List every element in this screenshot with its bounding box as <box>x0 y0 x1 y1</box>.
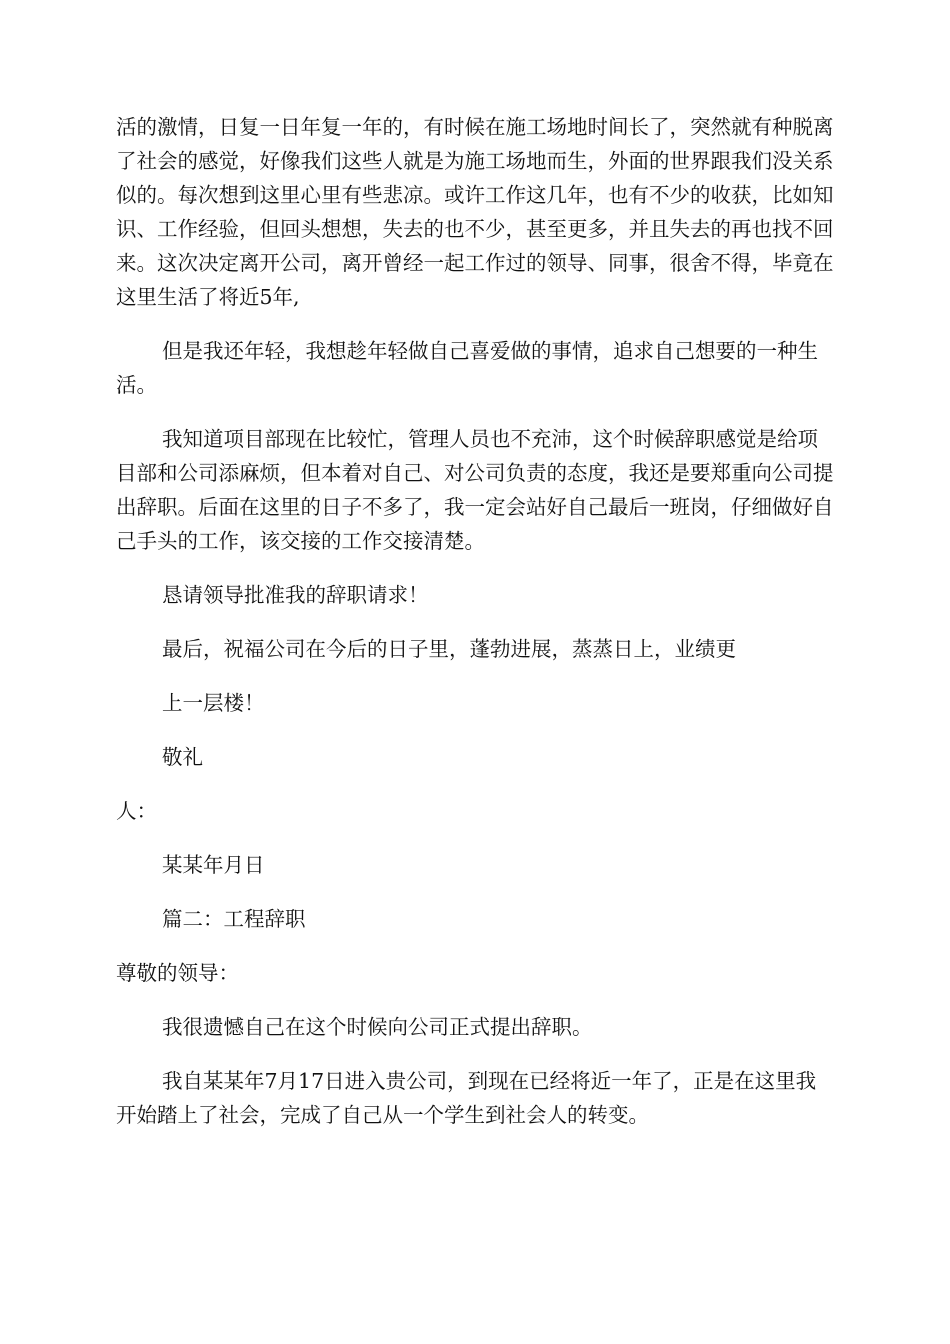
paragraph-4: 恳请领导批准我的辞职请求！ <box>162 583 429 607</box>
paragraph-1: 活的激情，日复一日年复一年的，有时候在施工场地时间长了，突然就有种脱离了社会的感觉，好像我们这些人就是为施工场地而生，外面的世界跟我们没关系似的。每次想到这里心里有些悲凉。或许工作这几年，也有不少的收获，比如知识、工作经验，但回头想想，失去的也不少，甚至更多，并且失去的再也找不回来。这次决定离开公司，离开曾经一起工作过的领导、同事，很舍不得，毕竟在这里生活了将近5年, <box>116 115 834 309</box>
section-heading: 篇二：工程辞职 <box>162 907 306 931</box>
date-line: 某某年月日 <box>162 853 265 877</box>
paragraph-2: 但是我还年轻，我想趁年轻做自己喜爱做的事情，追求自己想要的一种生活。 <box>116 339 818 397</box>
document-body <box>116 110 836 1132</box>
closing-salutation: 敬礼 <box>162 745 203 769</box>
signature-label: 人： <box>116 799 157 823</box>
paragraph-5: 最后，祝福公司在今后的日子里，蓬勃进展，蒸蒸日上，业绩更 <box>162 637 736 661</box>
paragraph-3: 我知道项目部现在比较忙，管理人员也不充沛，这个时候辞职感觉是给项目部和公司添麻烦，但本着对自己、对公司负责的态度，我还是要郑重向公司提出辞职。后面在这里的日子不多了，我一定会站好自己最后一班岗，仔细做好自己手头的工作，该交接的工作交接清楚。 <box>116 427 834 553</box>
paragraph-12: 我很遗憾自己在这个时候向公司正式提出辞职。 <box>162 1015 593 1039</box>
paragraph-13: 我自某某年7月17日进入贵公司，到现在已经将近一年了，正是在这里我开始踏上了社会，完成了自己从一个学生到社会人的转变。 <box>116 1069 817 1127</box>
paragraph-6: 上一层楼！ <box>162 691 265 715</box>
greeting: 尊敬的领导： <box>116 961 239 985</box>
